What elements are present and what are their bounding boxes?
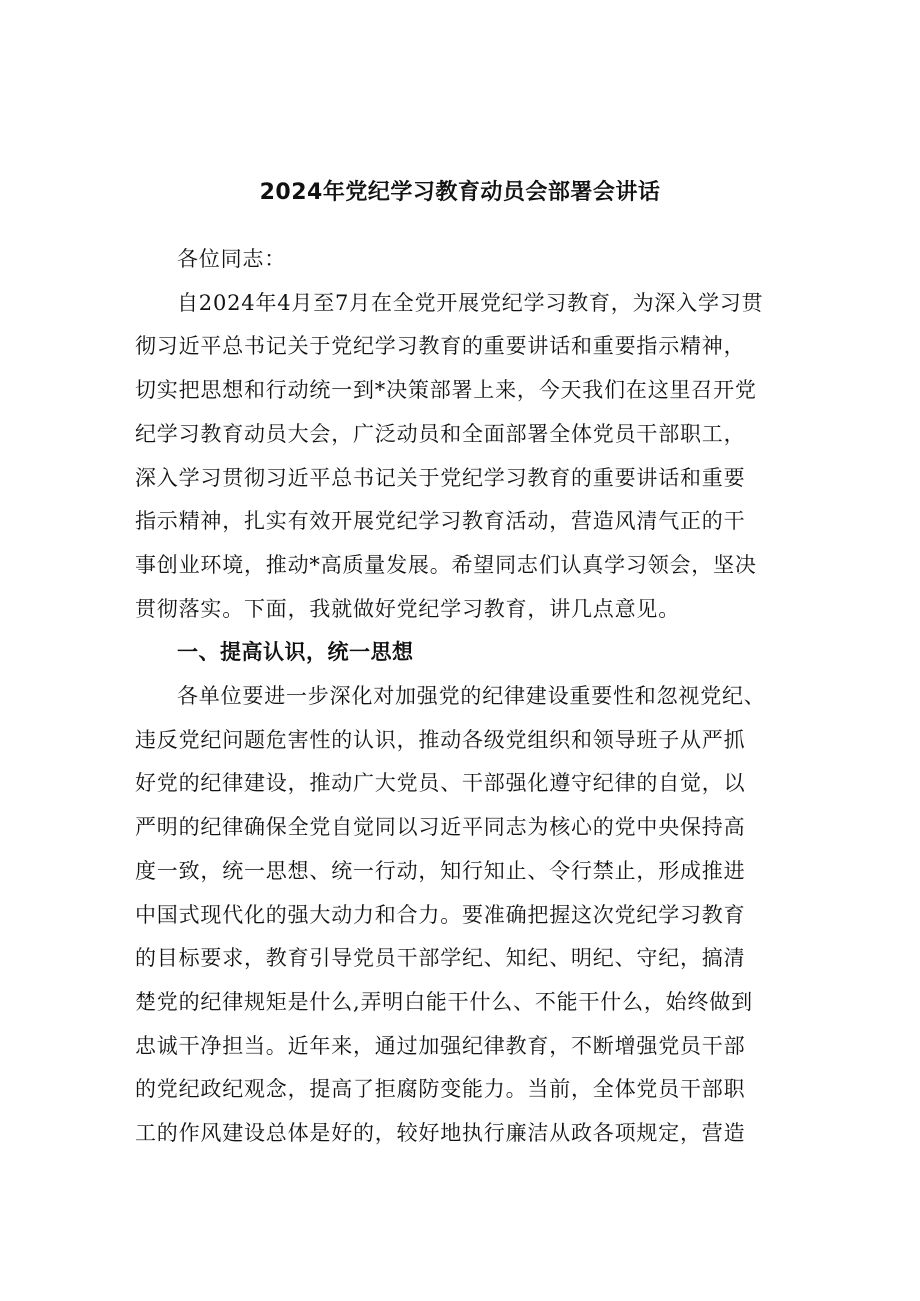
greeting-paragraph: 各位同志：	[177, 247, 286, 271]
intro-paragraph: 自2024年4月至7月在全党开展党纪学习教育，为深入学习贯 彻习近平总书记关于党纪学习教育的重要讲话和重要指示精神， 切实把思想和行动统一到*决策部署上来，今天我们在这里召开党 纪学习教育动员大会，广泛动员和全面部署全体党员干部职工， 深入学习贯彻习近平总书记关于党纪学习教育的重要讲话和重要 指示精神，扎实有效开展党纪学习教育活动，营造风清气正的干 事创业环境，推动*高质量发展。希望同志们认真学习领会，坚决 贯彻落实。下面，我就做好党纪学习教育，讲几点意见。	[135, 290, 764, 621]
section-1-paragraph: 各单位要进一步深化对加强党的纪律建设重要性和忽视党纪、 违反党纪问题危害性的认识，推动各级党组织和领导班子从严抓 好党的纪律建设，推动广大党员、干部强化遵守纪律的自觉，以 严明的纪律确保全党自觉同以习近平同志为核心的党中央保持高 度一致，统一思想、统一行动，知行知止、令行禁止，形成推进 中国式现代化的强大动力和合力。要准确把握这次党纪学习教育 的目标要求，教育引导党员干部学纪、知纪、明纪、守纪，搞清 楚党的纪律规矩是什么,弄明白能干什么、不能干什么，始终做到 忠诚干净担当。近年来，通过加强纪律教育，不断增强党员干部 的党纪政纪观念，提高了拒腐防变能力。当前，全体党员干部职 工的作风建设总体是好的，较好地执行廉洁从政各项规定，营造	[135, 684, 766, 1146]
section-1-heading: 一、提高认识，统一思想	[177, 640, 414, 665]
document-title: 2024年党纪学习教育动员会部署会讲话	[259, 180, 661, 205]
document-body	[135, 238, 795, 1156]
